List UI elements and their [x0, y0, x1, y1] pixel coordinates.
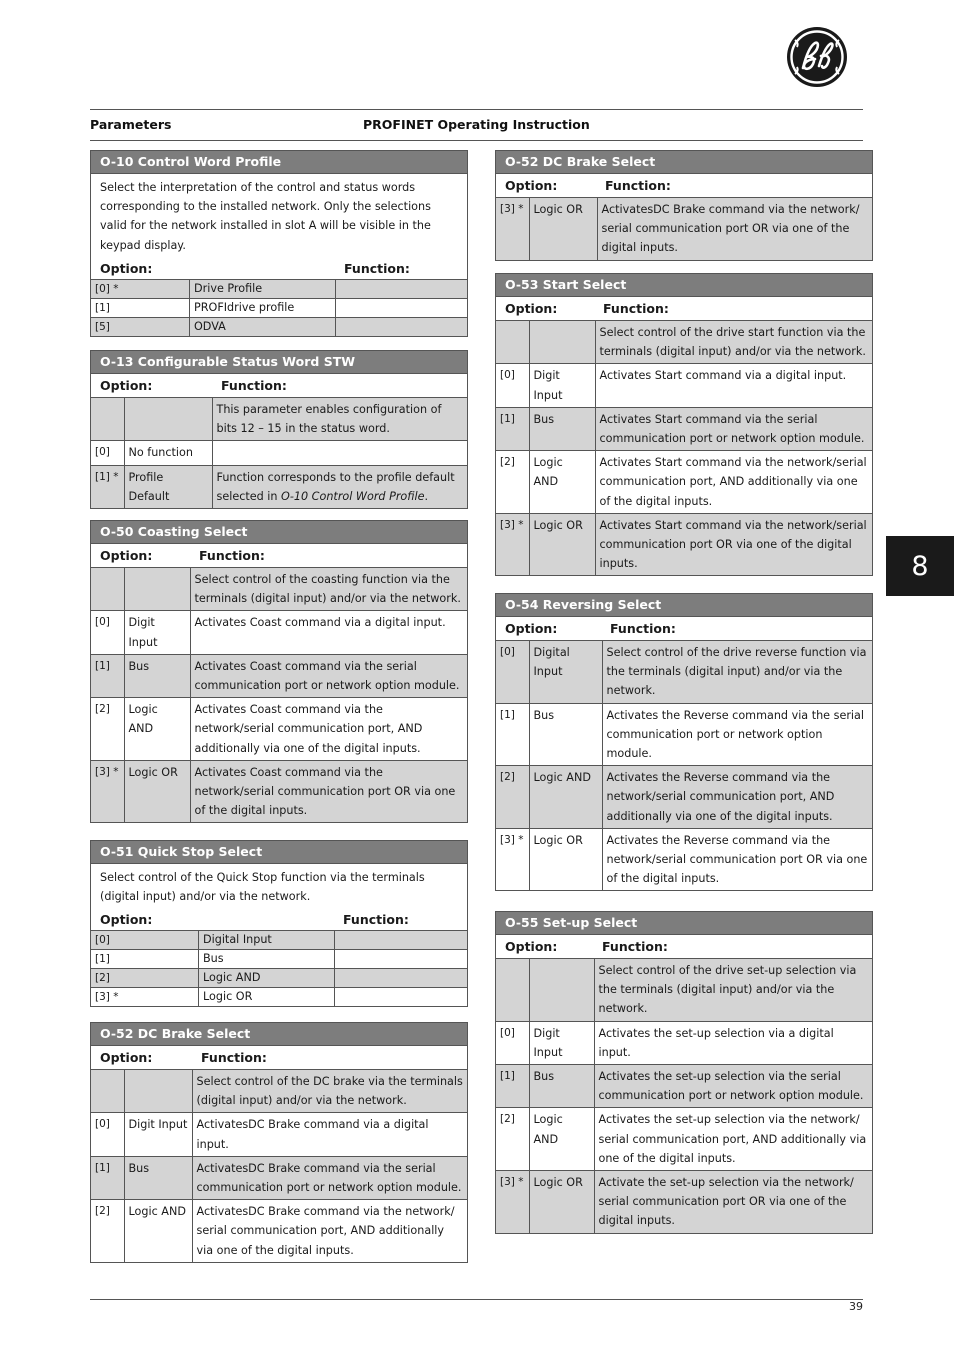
table-row — [496, 451, 872, 514]
option-code: [3] * — [496, 513, 529, 575]
param-title: O-13 Configurable Status Word STW — [91, 351, 467, 374]
option-label: Logic OR — [124, 760, 190, 822]
table-row — [496, 1065, 872, 1108]
option-code: [1] — [91, 1156, 124, 1199]
option-code: [0] — [91, 1113, 124, 1156]
option-function-header — [91, 1046, 467, 1070]
table-row — [496, 1171, 872, 1233]
option-function — [335, 988, 468, 1007]
param-title: O-52 DC Brake Select — [91, 1023, 467, 1046]
option-function: ActivatesDC Brake command via the network/ serial communication port OR via one of the digital inputs. — [597, 198, 872, 260]
table-row — [496, 959, 872, 1021]
option-label: Logic AND — [199, 969, 335, 988]
option-label: PROFIdrive profile — [190, 299, 336, 318]
option-label: Logic OR — [529, 828, 602, 890]
option-label: Bus — [529, 407, 595, 450]
option-function-header — [91, 374, 467, 398]
option-code: [2] — [91, 969, 199, 988]
table-row — [91, 654, 467, 697]
option-code: [0] — [91, 611, 124, 654]
section-name: Parameters — [90, 117, 172, 132]
option-function: Activates the Reverse command via the serial communication port or network option module. — [602, 703, 872, 766]
option-label: Logic AND — [529, 451, 595, 514]
option-label: Logic AND — [529, 1108, 594, 1171]
option-function: Select control of the drive reverse function via the terminals (digital input) and/or via the network. — [602, 641, 872, 703]
param-title: O-53 Start Select — [496, 274, 872, 297]
param-title: O-50 Coasting Select — [91, 521, 467, 544]
option-label: Bus — [199, 950, 335, 969]
table-row — [496, 407, 872, 450]
option-function: Activates Start command via the network/serial communication port OR via one of the digital inputs. — [595, 513, 872, 575]
table-row — [496, 703, 872, 766]
param-o53 — [495, 273, 873, 576]
table-row — [496, 198, 872, 260]
option-label: Logic AND — [124, 698, 190, 761]
option-function: Activates Start command via the network/serial communication port, AND additionally via one of the digital inputs. — [595, 451, 872, 514]
function-label: Function: — [344, 260, 410, 276]
table-row — [496, 513, 872, 575]
option-label: Logic OR — [529, 513, 595, 575]
option-code: [5] — [91, 318, 190, 337]
option-label: Option: — [505, 301, 558, 316]
param-o51-options — [90, 930, 468, 1007]
option-label: Digit Input — [529, 364, 595, 407]
option-label: Digital Input — [199, 931, 335, 950]
option-function: Select control of the drive start function via the terminals (digital input) and/or via the network. — [595, 321, 872, 364]
table-row — [91, 931, 468, 950]
option-code: [1] — [496, 703, 529, 766]
option-code: [3] * — [91, 988, 199, 1007]
table-row — [91, 465, 467, 508]
param-o10-options — [90, 279, 468, 337]
option-code — [496, 321, 529, 364]
option-label — [124, 398, 212, 441]
param-o52-continued — [495, 150, 873, 261]
option-function: ActivatesDC Brake command via the network/ serial communication port, AND additionally via one of the digital inputs. — [192, 1200, 467, 1262]
option-function-header — [91, 544, 467, 568]
option-label: Option: — [505, 939, 558, 954]
option-code: [2] — [496, 766, 529, 829]
option-label: Digital Input — [529, 641, 602, 703]
option-function: Select control of the coasting function via the terminals (digital input) and/or via the network. — [190, 568, 467, 611]
table-row — [496, 641, 872, 703]
option-function: Activates the Reverse command via the network/serial communication port, AND additionally via one of the digital inputs. — [602, 766, 872, 829]
option-code: [1] — [496, 1065, 529, 1108]
option-label: Bus — [124, 1156, 192, 1199]
param-title: O-10 Control Word Profile — [91, 151, 467, 174]
table-row — [91, 318, 468, 337]
option-label — [529, 959, 594, 1021]
option-label: Digit Input — [124, 611, 190, 654]
option-label: Logic AND — [124, 1200, 192, 1262]
param-o51 — [90, 840, 468, 931]
option-code: [0] — [496, 641, 529, 703]
option-function — [212, 441, 467, 465]
option-label: Option: — [100, 548, 153, 563]
parameter-reference: O-10 Control Word Profile — [281, 489, 425, 503]
option-function: Activates Coast command via a digital input. — [190, 611, 467, 654]
option-code: [0] — [496, 364, 529, 407]
option-code: [3] * — [496, 1171, 529, 1233]
header-rule-top — [90, 109, 863, 110]
option-function-header — [496, 617, 872, 641]
param-description: Select control of the Quick Stop function via the terminals (digital input) and/or via the network. — [100, 871, 425, 904]
option-function — [335, 950, 468, 969]
param-title: O-51 Quick Stop Select — [91, 841, 467, 864]
option-function-header — [91, 908, 467, 931]
option-function: Activate the set-up selection via the network/ serial communication port OR via one of the digital inputs. — [594, 1171, 872, 1233]
param-title: O-55 Set-up Select — [496, 912, 872, 935]
table-row — [91, 611, 467, 654]
option-code: [0] — [91, 931, 199, 950]
option-function: Select control of the DC brake via the terminals (digital input) and/or via the network. — [192, 1070, 467, 1113]
table-row — [496, 321, 872, 364]
param-o52 — [90, 1022, 468, 1263]
option-label: Profile Default — [124, 465, 212, 508]
table-row — [496, 828, 872, 890]
option-function-header — [496, 297, 872, 321]
option-function: This parameter enables configuration of bits 12 – 15 in the status word. — [212, 398, 467, 441]
function-label: Function: — [221, 378, 287, 393]
table-row — [496, 1108, 872, 1171]
function-label: Function: — [343, 912, 409, 928]
option-code: [1] * — [91, 465, 124, 508]
param-o50 — [90, 520, 468, 823]
option-code: [3] * — [496, 198, 529, 260]
option-function-header — [91, 257, 467, 280]
param-o55 — [495, 911, 873, 1234]
option-function-header — [496, 174, 872, 198]
option-label: Logic OR — [529, 198, 597, 260]
table-row — [91, 1113, 467, 1156]
option-code — [91, 568, 124, 611]
function-text-end: . — [424, 489, 429, 503]
table-row — [91, 1156, 467, 1199]
option-function: Activates Coast command via the network/serial communication port, AND additionally via one of the digital inputs. — [190, 698, 467, 761]
option-label — [529, 321, 595, 364]
table-row — [91, 441, 467, 465]
option-label: Drive Profile — [190, 280, 336, 299]
option-label — [124, 568, 190, 611]
option-function: Activates Coast command via the network/serial communication port OR via one of the digital inputs. — [190, 760, 467, 822]
option-label: Option: — [100, 260, 153, 276]
option-label: Logic OR — [199, 988, 335, 1007]
table-row — [496, 1021, 872, 1064]
param-o13 — [90, 350, 468, 509]
option-function — [336, 318, 468, 337]
option-code: [1] — [91, 299, 190, 318]
option-code: [0] — [91, 441, 124, 465]
option-label: Digit Input — [124, 1113, 192, 1156]
option-label: Bus — [124, 654, 190, 697]
option-function — [335, 931, 468, 950]
param-o54 — [495, 593, 873, 891]
option-code: [3] * — [496, 828, 529, 890]
table-row — [91, 950, 468, 969]
option-code: [1] — [91, 950, 199, 969]
param-description: Select the interpretation of the control and status words corresponding to the installed network. Only the selections valid for the network installed in slot A will be visible in the keypad display. — [100, 181, 431, 252]
option-function — [336, 280, 468, 299]
option-label: Logic OR — [529, 1171, 594, 1233]
table-row — [91, 299, 468, 318]
option-function-header — [496, 935, 872, 959]
option-function: Activates the set-up selection via a digital input. — [594, 1021, 872, 1064]
option-function: Activates Start command via the serial communication port or network option module. — [595, 407, 872, 450]
table-row — [91, 698, 467, 761]
option-label: Logic AND — [529, 766, 602, 829]
footer-rule — [90, 1299, 863, 1300]
table-row — [91, 398, 467, 441]
option-function: ActivatesDC Brake command via a digital input. — [192, 1113, 467, 1156]
option-code: [2] — [91, 698, 124, 761]
chapter-tab: 8 — [886, 536, 954, 596]
table-row — [91, 1200, 467, 1262]
table-row — [91, 760, 467, 822]
param-title: O-54 Reversing Select — [496, 594, 872, 617]
option-code — [496, 959, 529, 1021]
option-function: Activates the Reverse command via the network/serial communication port OR via one of the digital inputs. — [602, 828, 872, 890]
option-code: [0] * — [91, 280, 190, 299]
function-text: Function corresponds to the profile default selected in — [216, 470, 455, 503]
option-code: [3] * — [91, 760, 124, 822]
param-o10 — [90, 150, 468, 280]
option-code: [2] — [496, 451, 529, 514]
function-label: Function: — [603, 301, 669, 316]
option-label: Option: — [505, 621, 558, 636]
option-label — [124, 1070, 192, 1113]
option-code: [2] — [496, 1108, 529, 1171]
option-label: Option: — [505, 178, 558, 193]
option-function: Activates Start command via a digital input. — [595, 364, 872, 407]
option-function: Activates the set-up selection via the serial communication port or network option module. — [594, 1065, 872, 1108]
option-code: [1] — [496, 407, 529, 450]
option-label: Option: — [100, 1050, 153, 1065]
option-function: Activates Coast command via the serial communication port or network option module. — [190, 654, 467, 697]
option-label: Bus — [529, 703, 602, 766]
option-code — [91, 1070, 124, 1113]
option-function: Select control of the drive set-up selection via the terminals (digital input) and/or via the network. — [594, 959, 872, 1021]
option-function: ActivatesDC Brake command via the serial communication port or network option module. — [192, 1156, 467, 1199]
option-function: Activates the set-up selection via the network/ serial communication port, AND additionally via one of the digital inputs. — [594, 1108, 872, 1171]
option-label: Digit Input — [529, 1021, 594, 1064]
option-function — [336, 299, 468, 318]
function-label: Function: — [201, 1050, 267, 1065]
option-label: No function — [124, 441, 212, 465]
document-title: PROFINET Operating Instruction — [363, 117, 590, 132]
option-code: [0] — [496, 1021, 529, 1064]
option-code: [1] — [91, 654, 124, 697]
option-label: Option: — [100, 378, 153, 393]
table-row — [496, 766, 872, 829]
table-row — [496, 364, 872, 407]
function-label: Function: — [605, 178, 671, 193]
option-label: ODVA — [190, 318, 336, 337]
table-row — [91, 969, 468, 988]
option-label: Bus — [529, 1065, 594, 1108]
table-row — [91, 568, 467, 611]
table-row — [91, 1070, 467, 1113]
option-code — [91, 398, 124, 441]
function-label: Function: — [610, 621, 676, 636]
header-rule-bottom — [90, 140, 863, 141]
option-function — [212, 465, 467, 508]
table-row — [91, 280, 468, 299]
option-label: Option: — [100, 912, 153, 928]
option-code: [2] — [91, 1200, 124, 1262]
function-label: Function: — [199, 548, 265, 563]
function-label: Function: — [602, 939, 668, 954]
page-number: 39 — [849, 1300, 863, 1313]
table-row — [91, 988, 468, 1007]
option-function — [335, 969, 468, 988]
param-title: O-52 DC Brake Select — [496, 151, 872, 174]
ge-logo — [786, 26, 848, 88]
